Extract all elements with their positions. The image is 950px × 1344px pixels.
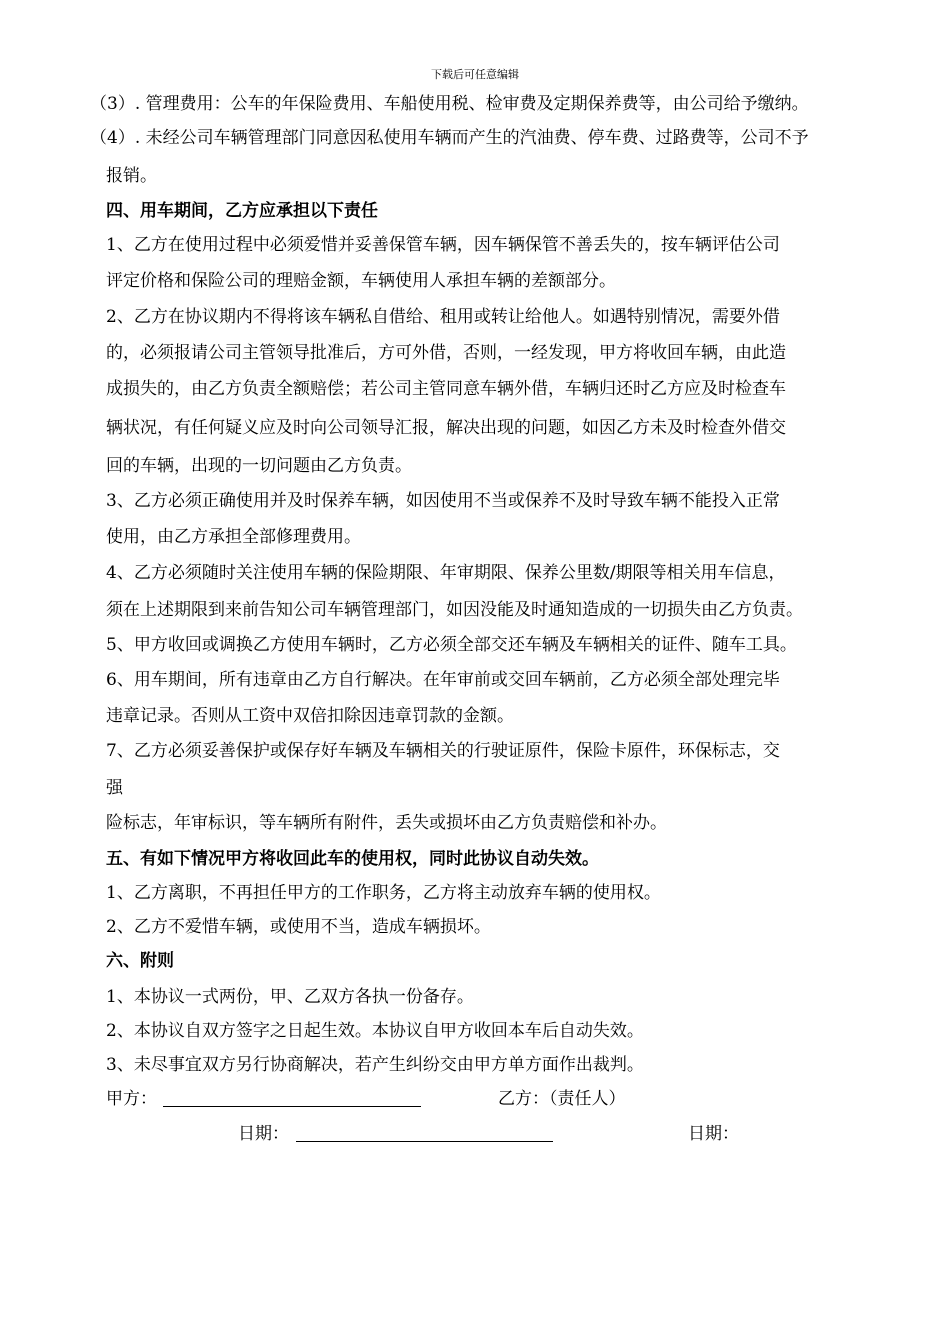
paragraph-line: 评定价格和保险公司的理赔金额，车辆使用人承担车辆的差额部分。 (106, 271, 616, 291)
paragraph-line: 使用，由乙方承担全部修理费用。 (106, 527, 361, 547)
party-a-label: 甲方： (106, 1089, 157, 1109)
paragraph-line: 4、乙方必须随时关注使用车辆的保险期限、年审期限、保养公里数/期限等相关用车信息， (106, 563, 786, 583)
paragraph-line: 2、乙方不爱惜车辆，或使用不当，造成车辆损坏。 (106, 917, 491, 937)
paragraph-line: （3）. 管理费用：公车的年保险费用、车船使用税、检审费及定期保养费等，由公司给予缴纳。 (90, 94, 809, 114)
paragraph-line: 须在上述期限到来前告知公司车辆管理部门，如因没能及时通知造成的一切损失由乙方负责。 (106, 600, 803, 620)
paragraph-line: 7、乙方必须妥善保护或保存好车辆及车辆相关的行驶证原件，保险卡原件，环保标志，交 (106, 741, 780, 761)
paragraph-line: 1、乙方在使用过程中必须爱惜并妥善保管车辆，因车辆保管不善丢失的，按车辆评估公司 (106, 235, 780, 255)
section-heading: 五、有如下情况甲方将收回此车的使用权，同时此协议自动失效。 (106, 849, 599, 869)
paragraph-line: 6、用车期间，所有违章由乙方自行解决。在年审前或交回车辆前，乙方必须全部处理完毕 (106, 670, 780, 690)
header-note: 下载后可任意编辑 (431, 68, 519, 81)
paragraph-line: 违章记录。否则从工资中双倍扣除因违章罚款的金额。 (106, 706, 514, 726)
paragraph-line: （4）. 未经公司车辆管理部门同意因私使用车辆而产生的汽油费、停车费、过路费等，公司不予 (90, 128, 809, 148)
paragraph-line: 强 (106, 778, 123, 798)
paragraph-line: 3、乙方必须正确使用并及时保养车辆，如因使用不当或保养不及时导致车辆不能投入正常 (106, 491, 780, 511)
paragraph-line: 回的车辆，出现的一切问题由乙方负责。 (106, 456, 412, 476)
paragraph-line: 报销。 (106, 166, 157, 186)
paragraph-line: 2、本协议自双方签字之日起生效。本协议自甲方收回本车后自动失效。 (106, 1021, 644, 1041)
paragraph-line: 1、乙方离职，不再担任甲方的工作职务，乙方将主动放弃车辆的使用权。 (106, 883, 661, 903)
party-b-label: 乙方：（责任人） (498, 1089, 626, 1109)
paragraph-line: 2、乙方在协议期内不得将该车辆私自借给、租用或转让给他人。如遇特别情况，需要外借 (106, 307, 780, 327)
section-heading: 四、用车期间，乙方应承担以下责任 (106, 201, 378, 221)
paragraph-line: 5、甲方收回或调换乙方使用车辆时，乙方必须全部交还车辆及车辆相关的证件、随车工具。 (106, 635, 797, 655)
party-a-signature-line (163, 1106, 421, 1107)
date-b-label: 日期： (688, 1124, 739, 1144)
paragraph-line: 1、本协议一式两份，甲、乙双方各执一份备存。 (106, 987, 474, 1007)
paragraph-line: 险标志，年审标识，等车辆所有附件，丢失或损坏由乙方负责赔偿和补办。 (106, 813, 667, 833)
paragraph-line: 3、未尽事宜双方另行协商解决，若产生纠纷交由甲方单方面作出裁判。 (106, 1055, 644, 1075)
date-a-signature-line (296, 1141, 553, 1142)
section-heading: 六、附则 (106, 951, 174, 971)
paragraph-line: 成损失的，由乙方负责全额赔偿；若公司主管同意车辆外借，车辆归还时乙方应及时检查车 (106, 379, 786, 399)
paragraph-line: 的，必须报请公司主管领导批准后，方可外借，否则，一经发现，甲方将收回车辆，由此造 (106, 343, 786, 363)
paragraph-line: 辆状况，有任何疑义应及时向公司领导汇报，解决出现的问题，如因乙方未及时检查外借交 (106, 418, 786, 438)
date-a-label: 日期： (238, 1124, 289, 1144)
